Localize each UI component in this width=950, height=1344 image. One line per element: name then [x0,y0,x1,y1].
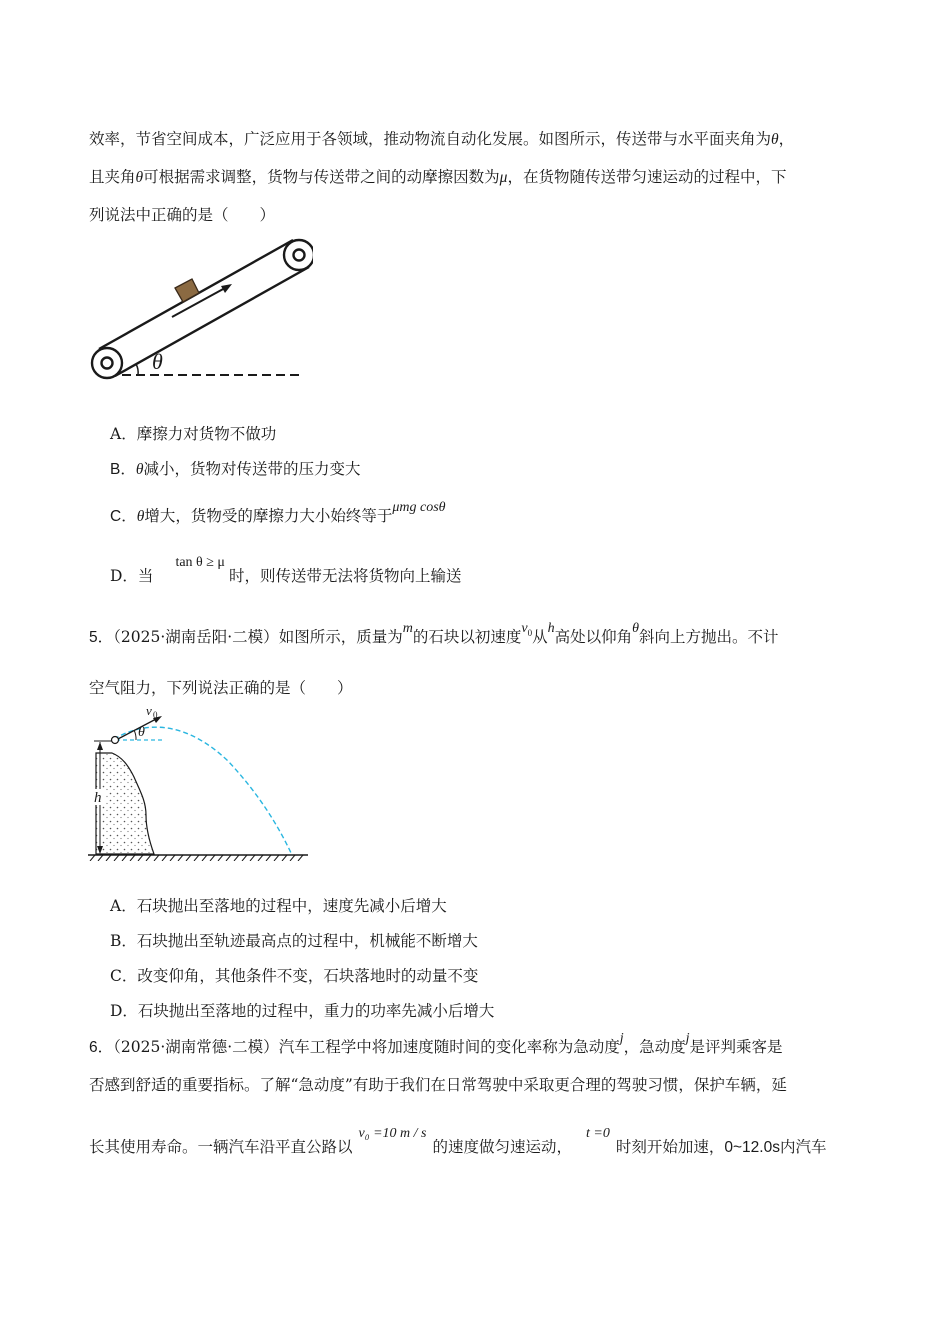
q4-option-b-text: 减小，货物对传送带的压力变大 [143,460,361,478]
q5-text-5: 斜向上方抛出。不计 [638,628,779,646]
q6-time-range: 0~12.0s [724,1139,780,1156]
q6-j-symbol: j [685,1031,690,1046]
q6-text-3d: 内汽车 [779,1138,827,1156]
q6-v0-formula: v₀ =10 m / s [358,1126,427,1141]
q4-option-c-formula: μmg cosθ [392,500,446,515]
q4-stem-text-2b: 可根据需求调整，货物与传送带之间的动摩擦因数为 [143,168,500,186]
q4-option-d-text: 时，则传送带无法将货物向上输送 [228,567,462,585]
q4-option-c[interactable] [110,500,446,526]
cargo-box [175,279,199,302]
q5-stem-line2 [89,676,353,698]
top-pulley [284,240,313,270]
q5-stem-line1 [89,621,779,648]
q5-option-a-text: A．石块抛出至落地的过程中，速度先减小后增大 [110,897,447,915]
bottom-pulley [92,348,122,378]
q4-comma: ， [778,130,795,148]
q4-option-b[interactable] [110,457,360,479]
figure-v-label: v [146,703,152,718]
q6-stem-line3 [89,1126,827,1157]
q5-text-line2: 空气阻力，下列说法正确的是（ ） [89,679,353,697]
q5-source: （2025·湖南岳阳·二模） [113,628,279,646]
q4-option-d[interactable] [110,555,462,586]
q6-text-line2: 否感到舒适的重要指标。了解“急动度”有助于我们在日常驾驶中采取更合理的驾驶习惯，保护车辆，延 [89,1076,787,1094]
q5-number: 5． [89,629,114,646]
q4-stem-text-3: 列说法中正确的是（ ） [89,206,276,224]
q5-option-d-text: D．石块抛出至落地的过程中，重力的功率先减小后增大 [110,1002,495,1020]
theta-symbol: θ [135,169,144,186]
motion-arrow-head [221,284,232,293]
q4-option-a[interactable] [110,422,276,444]
q6-text-3a: 长其使用寿命。一辆汽车沿平直公路以 [89,1138,353,1156]
q4-stem-line1 [89,127,794,149]
q6-text-3c: 时刻开始加速， [615,1138,725,1156]
figure-h-label: h [94,790,102,806]
figure-v-subscript: 0 [153,710,158,720]
q4-option-d-formula: tan θ ≥ μ [175,555,225,570]
theta-symbol: θ [771,131,779,148]
q4-option-a-text: A．摩擦力对货物不做功 [110,425,277,443]
q4-stem-text-1: 效率，节省空间成本，广泛应用于各领域，推动物流自动化发展。如图所示，传送带与水平面夹角为 [89,130,772,148]
q4-option-b-label: B． [110,461,136,478]
q6-j-symbol: j [619,1031,624,1046]
q4-stem-text-2c: ，在货物随传送带匀速运动的过程中，下 [507,168,787,186]
q4-option-d-label: D．当 [110,567,154,585]
q6-number: 6． [89,1039,114,1056]
q5-height-symbol: h [547,621,555,636]
q5-mass-symbol: m [402,621,413,636]
q6-stem-line1 [89,1031,783,1057]
q5-option-b[interactable] [110,929,478,951]
q6-text-1: 汽车工程学中将加速度随时间的变化率称为急动度 [278,1038,620,1056]
q5-option-b-text: B．石块抛出至轨迹最高点的过程中，机械能不断增大 [110,932,478,950]
q6-source: （2025·湖南常德·二模） [113,1038,279,1056]
mu-symbol: μ [499,169,508,186]
projectile-figure [88,701,310,861]
theta-symbol: θ [136,508,145,525]
height-arrow-top [97,742,103,750]
angle-arc [136,364,138,375]
q5-option-c-text: C．改变仰角，其他条件不变，石块落地时的动量不变 [110,967,479,985]
q5-theta-symbol: θ [632,621,639,636]
q4-stem-text-2a: 且夹角 [89,168,136,186]
belt-bottom-edge [115,267,309,376]
ground-hatching [90,855,303,861]
figure-theta-label: θ [152,349,163,374]
q4-stem-line2 [89,165,786,187]
q6-stem-line2 [89,1073,787,1095]
theta-symbol: θ [135,461,144,478]
q5-option-d[interactable] [110,999,494,1021]
q4-option-c-text: 增大，货物受的摩擦力大小始终等于 [144,507,393,525]
velocity-arrow-shaft [116,718,158,740]
q6-text-2: ，急动度 [623,1038,686,1056]
q6-text-3: 是评判乘客是 [689,1038,783,1056]
q5-option-c[interactable] [110,964,478,986]
figure-theta-label: θ [138,725,145,740]
launch-angle-arc [134,730,136,740]
q5-v0-symbol: $v_0$ [521,621,533,638]
q4-option-c-label: C． [110,508,137,525]
stone [112,737,119,744]
conveyor-belt-figure [88,236,313,382]
q6-text-3b: 的速度做匀速运动， [432,1138,573,1156]
q6-t-formula: t =0 [586,1126,610,1141]
q5-text-3: 从 [532,628,548,646]
q5-text-1: 如图所示，质量为 [278,628,403,646]
q5-option-a[interactable] [110,894,447,916]
q5-text-4: 高处以仰角 [554,628,633,646]
q5-text-2: 的石块以初速度 [412,628,522,646]
q4-stem-line3 [89,203,275,225]
